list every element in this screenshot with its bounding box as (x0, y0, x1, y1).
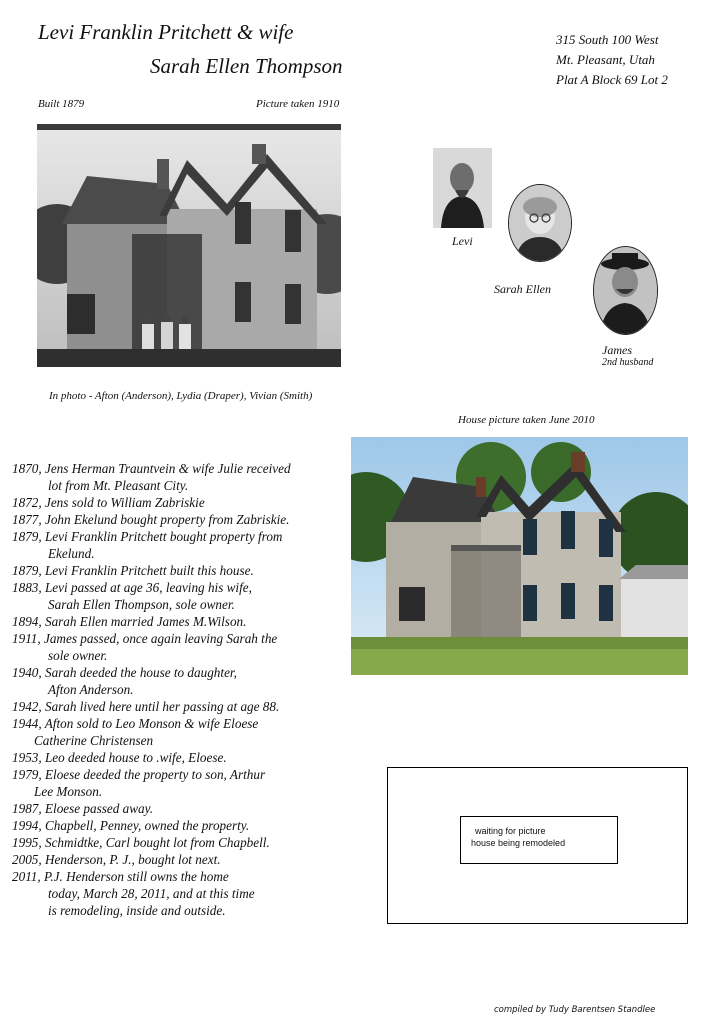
old-house-photo (37, 124, 341, 367)
history-line: Lee Monson. (34, 784, 103, 799)
history-list (12, 460, 291, 919)
credit: compiled by Tudy Barentsen Standlee (494, 1005, 656, 1015)
history-line: 2005, Henderson, P. J., bought lot next. (12, 852, 221, 867)
history-line: 1987, Eloese passed away. (12, 801, 154, 816)
history-line: Afton Anderson. (48, 682, 134, 697)
new-photo-caption: House picture taken June 2010 (458, 414, 595, 426)
james-sublabel: 2nd husband (602, 357, 654, 368)
james-portrait (593, 246, 658, 335)
levi-portrait-image (433, 148, 492, 228)
title-line-1: Levi Franklin Pritchett & wife (38, 20, 294, 44)
history-line: 1940, Sarah deeded the house to daughter, (12, 665, 237, 680)
old-photo-caption: In photo - Afton (Anderson), Lydia (Draper), Vivian (Smith) (49, 390, 313, 402)
new-house-image (351, 437, 688, 675)
history-line: Sarah Ellen Thompson, sole owner. (48, 597, 235, 612)
history-line: 1953, Leo deeded house to .wife, Eloese. (12, 750, 227, 765)
title-line-2: Sarah Ellen Thompson (150, 54, 343, 78)
sarah-label: Sarah Ellen (494, 282, 551, 296)
history-line: Catherine Christensen (34, 733, 154, 748)
history-line: 1879, Levi Franklin Pritchett built this house. (12, 563, 254, 578)
built-label: Built 1879 (38, 98, 85, 110)
history-line: 1979, Eloese deeded the property to son, Arthur (12, 767, 266, 782)
address-line-1: 315 South 100 West (556, 32, 659, 47)
new-house-photo (351, 437, 688, 675)
history-line: 1994, Chapbell, Penney, owned the property. (12, 818, 250, 833)
levi-portrait (433, 148, 492, 228)
levi-label: Levi (452, 234, 473, 248)
history-line: lot from Mt. Pleasant City. (48, 478, 189, 493)
address-line-3: Plat A Block 69 Lot 2 (556, 72, 668, 87)
history-line: 1911, James passed, once again leaving Sarah the (12, 631, 278, 646)
address-line-2: Mt. Pleasant, Utah (556, 52, 655, 67)
history-line: 1942, Sarah lived here until her passing at age 88. (12, 699, 280, 714)
history-line: today, March 28, 2011, and at this time (48, 886, 255, 901)
placeholder-line-1: waiting for picture (475, 826, 546, 836)
history-line: Ekelund. (48, 546, 95, 561)
history-line: 1879, Levi Franklin Pritchett bought property from (12, 529, 283, 544)
james-label: James (602, 343, 632, 357)
address (556, 30, 668, 90)
history-line: 1995, Schmidtke, Carl bought lot from Chapbell. (12, 835, 270, 850)
history-line: 1944, Afton sold to Leo Monson & wife Eloese (12, 716, 259, 731)
old-house-image (37, 124, 341, 367)
history-line: 1883, Levi passed at age 36, leaving his wife, (12, 580, 252, 595)
sarah-portrait-image (509, 185, 571, 261)
history-line: is remodeling, inside and outside. (48, 903, 226, 918)
history-line: 1877, John Ekelund bought property from Zabriskie. (12, 512, 290, 527)
placeholder-inner (460, 816, 618, 864)
history-line: 1894, Sarah Ellen married James M.Wilson. (12, 614, 247, 629)
taken-label: Picture taken 1910 (256, 98, 340, 110)
placeholder-line-2: house being remodeled (471, 838, 566, 848)
history-line: sole owner. (48, 648, 108, 663)
placeholder-box (387, 767, 688, 924)
history-line: 1872, Jens sold to William Zabriskie (12, 495, 205, 510)
history-line: 2011, P.J. Henderson still owns the home (12, 869, 229, 884)
james-portrait-image (594, 247, 657, 334)
history-line: 1870, Jens Herman Trauntvein & wife Julie received (12, 461, 291, 476)
sarah-portrait (508, 184, 572, 262)
